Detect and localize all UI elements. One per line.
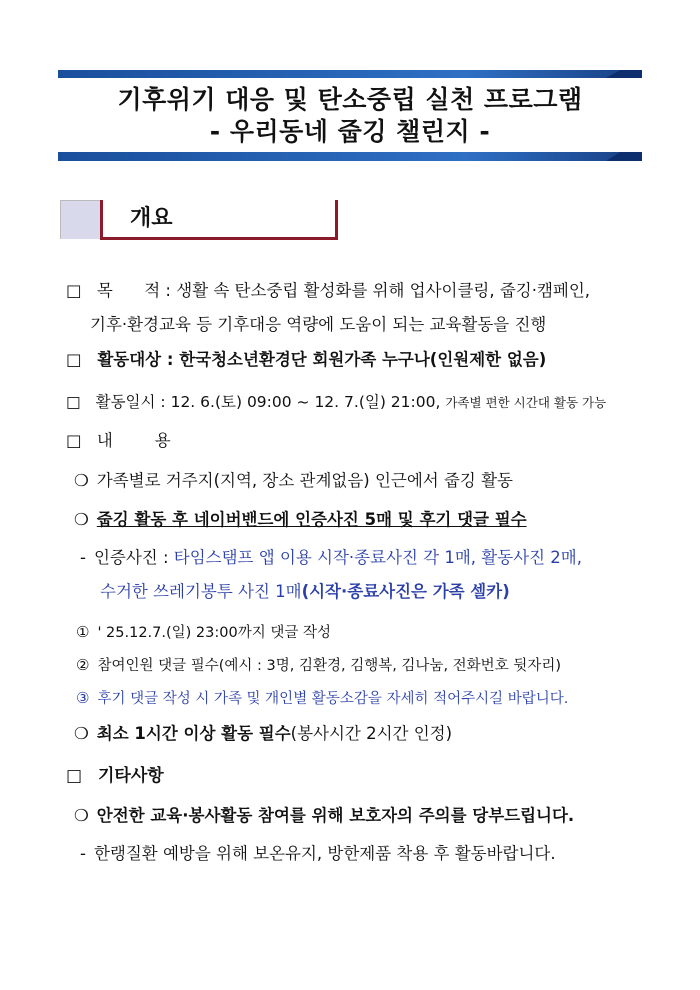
note-number: ②	[76, 656, 90, 674]
content-label: 내 용	[96, 431, 171, 450]
note-number: ①	[76, 623, 90, 641]
photo-text: 타임스탬프 앱 이용 시작·종료사진 각 1매, 활동사진 2매,	[173, 548, 582, 567]
note-item	[76, 686, 568, 711]
photo-row	[80, 546, 582, 570]
page-subtitle: - 우리동네 줍깅 챌린지 -	[209, 117, 491, 146]
note-item	[76, 620, 331, 645]
content-row	[66, 429, 171, 453]
page-title: 기후위기 대응 및 탄소중립 실천 프로그램	[117, 85, 583, 114]
bullet-text: 안전한 교육·봉사활동 참여를 위해 보호자의 주의를 당부드립니다.	[96, 806, 575, 825]
purpose-row	[66, 279, 590, 303]
period-label: 활동일시 :	[95, 393, 166, 411]
list-item	[74, 469, 513, 493]
period-note: 가족별 편한 시간대 활동 가능	[445, 395, 607, 410]
note-number: ③	[76, 689, 90, 707]
bullet-text: 줍깅 활동 후 네이버밴드에 인증사진 5매 및 후기 댓글 필수	[96, 510, 527, 529]
header-bottom-bar	[58, 152, 642, 161]
etc-dash-text: 한랭질환 예방을 위해 보온유지, 방한제품 착용 후 활동바랍니다.	[93, 844, 556, 863]
circle-bullet-icon: ❍	[74, 510, 89, 529]
period-row	[66, 390, 606, 415]
list-item	[74, 804, 574, 828]
bullet-text: 가족별로 거주지(지역, 장소 관계없음) 인근에서 줍깅 활동	[96, 471, 513, 490]
etc-row	[66, 764, 164, 788]
note-text: 참여인원 댓글 필수(예시 : 3명, 김환경, 김행복, 김나눔, 전화번호 뒷자리)	[97, 658, 561, 674]
period-text: 12. 6.(토) 09:00 ~ 12. 7.(일) 21:00,	[170, 393, 441, 411]
bullet-text-extra: (봉사시간 2시간 인정)	[290, 724, 453, 743]
photo-label: 인증사진 :	[93, 548, 169, 567]
photo-text-cont	[100, 580, 510, 604]
target-label: 활동대상 :	[97, 350, 174, 369]
note-text: 후기 댓글 작성 시 가족 및 개인별 활동소감을 자세히 적어주시길 바랍니다.	[97, 691, 569, 707]
list-item	[74, 722, 452, 746]
header-top-bar	[58, 70, 642, 78]
purpose-text: 생활 속 탄소중립 활성화를 위해 업사이클링, 줍깅·캠페인,	[176, 281, 591, 300]
etc-label: 기타사항	[97, 766, 164, 786]
purpose-text-cont: 기후·환경교육 등 기후대응 역량에 도움이 되는 교육활동을 진행	[90, 315, 547, 334]
circle-bullet-icon: ❍	[74, 724, 89, 743]
purpose-label: 목 적 :	[96, 281, 171, 300]
note-item	[76, 653, 561, 678]
target-row	[66, 348, 546, 372]
target-text: 한국청소년환경단 회원가족 누구나(인원제한 없음)	[179, 350, 547, 369]
etc-dash-row	[80, 842, 556, 866]
note-text: ' 25.12.7.(일) 23:00까지 댓글 작성	[97, 625, 331, 641]
list-item	[74, 508, 527, 532]
bullet-text: 최소 1시간 이상 활동 필수	[96, 724, 291, 743]
dash-marker: -	[80, 548, 86, 567]
photo-text-part: 수거한 쓰레기봉투 사진 1매	[100, 582, 302, 601]
circle-bullet-icon: ❍	[74, 471, 89, 490]
section-title: 개요	[130, 206, 173, 231]
circle-bullet-icon: ❍	[74, 806, 89, 825]
section-marker	[60, 200, 101, 239]
dash-marker: -	[80, 844, 86, 863]
section-header-overview	[60, 200, 338, 240]
photo-text-bold: (시작·종료사진은 가족 셀카)	[301, 582, 510, 601]
